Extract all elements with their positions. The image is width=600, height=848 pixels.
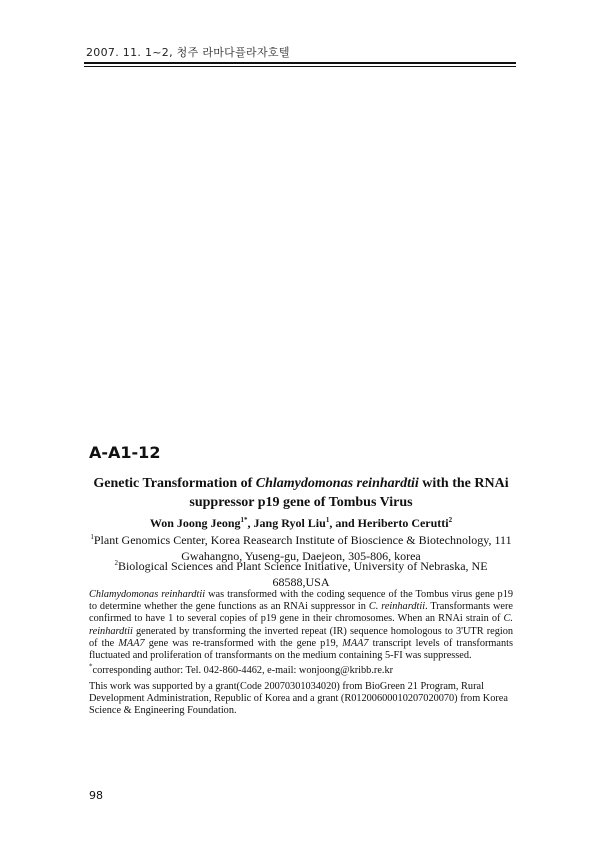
abstract-text: gene was re-transformed with the gene p19,: [144, 637, 343, 649]
abstract-species: C. reinhardtii: [368, 601, 426, 613]
abstract-gene: MAA7: [118, 637, 145, 649]
author-1: Won Joong Jeong: [149, 516, 241, 530]
affiliation-1-text: Plant Genomics Center, Korea Reasearch Institute of Bioscience & Biotechnology, 111 Gwahangno, Yuseng-gu, Daejeon, 305-806, korea: [93, 533, 512, 563]
author-1-marker: 1*: [240, 516, 248, 524]
abstract-body: [89, 589, 513, 662]
affiliation-2: [90, 558, 512, 590]
abstract-text: generated by transforming the inverted repeat (IR) sequence homologous to 3'UTR region of the: [89, 625, 513, 649]
author-2-marker: 1: [325, 516, 330, 524]
page-number: 98: [89, 789, 103, 802]
author-list: [90, 515, 512, 531]
title-part2: with the RNAi suppressor p19 gene of Tombus Virus: [189, 476, 509, 510]
abstract-species: Chlamydomonas reinhardtii: [89, 589, 206, 600]
header-rule-thick: [84, 62, 516, 64]
affiliation-1-marker: 1: [90, 533, 94, 541]
affiliation-2-text: Biological Sciences and Plant Science Initiative, University of Nebraska, NE 68588,USA: [117, 559, 488, 589]
paper-title: [90, 474, 512, 512]
author-3: Heriberto Cerutti: [357, 516, 449, 530]
author-separator: , and: [329, 516, 358, 530]
affiliation-2-marker: 2: [114, 559, 118, 567]
running-header: 2007. 11. 1~2, 청주 라마다플라자호텔: [86, 46, 290, 59]
header-rule-thin: [84, 66, 516, 67]
author-2: Jang Ryol Liu: [253, 516, 326, 530]
acknowledgment: This work was supported by a grant(Code 20070301034020) from BioGreen 21 Program, Rural Development Administration, Republic of Korea and a grant (R01200600010207020070) from Korea Science & Engineering Foundation.: [89, 681, 508, 717]
title-part1: Genetic Transformation of: [93, 476, 256, 491]
title-species: Chlamydomonas reinhardtii: [255, 476, 419, 491]
author-3-marker: 2: [448, 516, 453, 524]
abstract-gene: MAA7: [342, 637, 369, 649]
abstract-text: was transformed with the coding sequence of the Tombus virus gene p19 to determine whether the gene functions as an RNAi suppressor in: [89, 589, 513, 613]
abstract-text: transcript levels of transformants fluctuated and proliferation of transformants on the medium containing 5-FI was suppressed.: [89, 637, 513, 662]
abstract-text: . Transformants were confirmed to have 1 to several copies of p19 gene in their chromosomes. When an RNAi strain of: [89, 601, 513, 625]
corresponding-author: [89, 662, 513, 677]
abstract-species: C. reinhardtii: [89, 613, 513, 637]
corresponding-marker: *: [89, 662, 93, 671]
author-separator: ,: [247, 516, 254, 530]
abstract-paragraph: [89, 589, 513, 662]
abstract-code: A-A1-12: [89, 443, 161, 462]
corresponding-text: corresponding author: Tel. 042-860-4462, e-mail: wonjoong@kribb.re.kr: [92, 665, 394, 676]
